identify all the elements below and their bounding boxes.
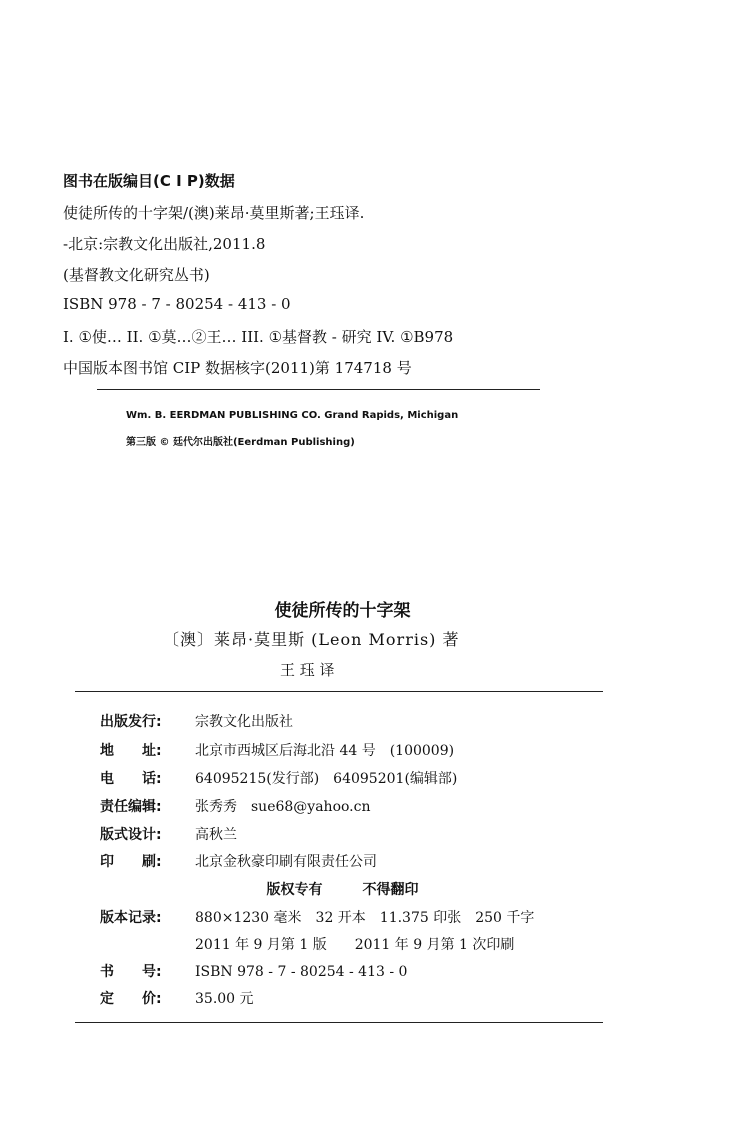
phone-label: 电 话: [100, 771, 162, 787]
phone-row [100, 768, 457, 788]
address-row [100, 740, 454, 760]
cip-line-record: 中国版本图书馆 CIP 数据核字(2011)第 174718 号 [63, 359, 412, 377]
edition-label: 版本记录: [100, 910, 162, 926]
no-reproduction: 不得翻印 [362, 882, 419, 898]
editor-row [100, 796, 371, 816]
edition-dates-row [100, 934, 514, 954]
copyright-edition: 第三版 © 廷代尔出版社(Eerdman Publishing) [126, 437, 355, 448]
publisher-label: 出版发行: [100, 714, 162, 730]
book-translator: 王 珏 译 [280, 661, 335, 679]
isbn-value: ISBN 978 - 7 - 80254 - 413 - 0 [195, 964, 408, 980]
printer-label: 印 刷: [100, 854, 162, 870]
editor-value: 张秀秀 sue68@yahoo.cn [195, 799, 371, 815]
cip-line-title: 使徒所传的十字架/(澳)莱昂·莫里斯著;王珏译. [63, 204, 365, 222]
cip-heading: 图书在版编目(C I P)数据 [63, 172, 235, 190]
design-value: 高秋兰 [195, 827, 237, 843]
address-value: 北京市西城区后海北沿 44 号 (100009) [195, 743, 455, 759]
design-label: 版式设计: [100, 827, 162, 843]
publisher-row [100, 711, 293, 731]
edition-specs: 880×1230 毫米 32 开本 11.375 印张 250 千字 [195, 910, 535, 926]
book-title: 使徒所传的十字架 [274, 601, 411, 621]
editor-label: 责任编辑: [100, 799, 162, 815]
book-author: 〔澳〕莱昂·莫里斯 (Leon Morris) 著 [163, 630, 460, 649]
price-label: 定 价: [100, 991, 162, 1007]
copyright-publisher: Wm. B. EERDMAN PUBLISHING CO. Grand Rapids, Michigan [126, 410, 459, 421]
design-row [100, 824, 237, 844]
address-label: 地 址: [100, 743, 162, 759]
price-row [100, 988, 254, 1008]
cip-line-classification: I. ①使… II. ①莫…②王… III. ①基督教 - 研究 IV. ①B978 [63, 328, 454, 346]
price-value: 35.00 元 [195, 991, 254, 1007]
edition-row [100, 907, 534, 927]
publisher-value: 宗教文化出版社 [195, 714, 293, 730]
edition-dates: 2011 年 9 月第 1 版 2011 年 9 月第 1 次印刷 [195, 937, 515, 953]
cip-line-place: -北京:宗教文化出版社,2011.8 [63, 235, 266, 253]
rights-statement [0, 879, 685, 899]
printer-value: 北京金秋豪印刷有限责任公司 [195, 854, 377, 870]
isbn-row [100, 961, 407, 981]
divider-cip [97, 389, 540, 390]
rights-reserved: 版权专有 [266, 882, 323, 898]
phone-value: 64095215(发行部) 64095201(编辑部) [195, 771, 458, 787]
divider-bottom [75, 1022, 603, 1023]
divider-title [75, 691, 603, 692]
isbn-label: 书 号: [100, 964, 162, 980]
cip-line-isbn: ISBN 978 - 7 - 80254 - 413 - 0 [63, 295, 291, 313]
printer-row [100, 851, 377, 871]
cip-line-series: (基督教文化研究丛书) [63, 266, 210, 284]
